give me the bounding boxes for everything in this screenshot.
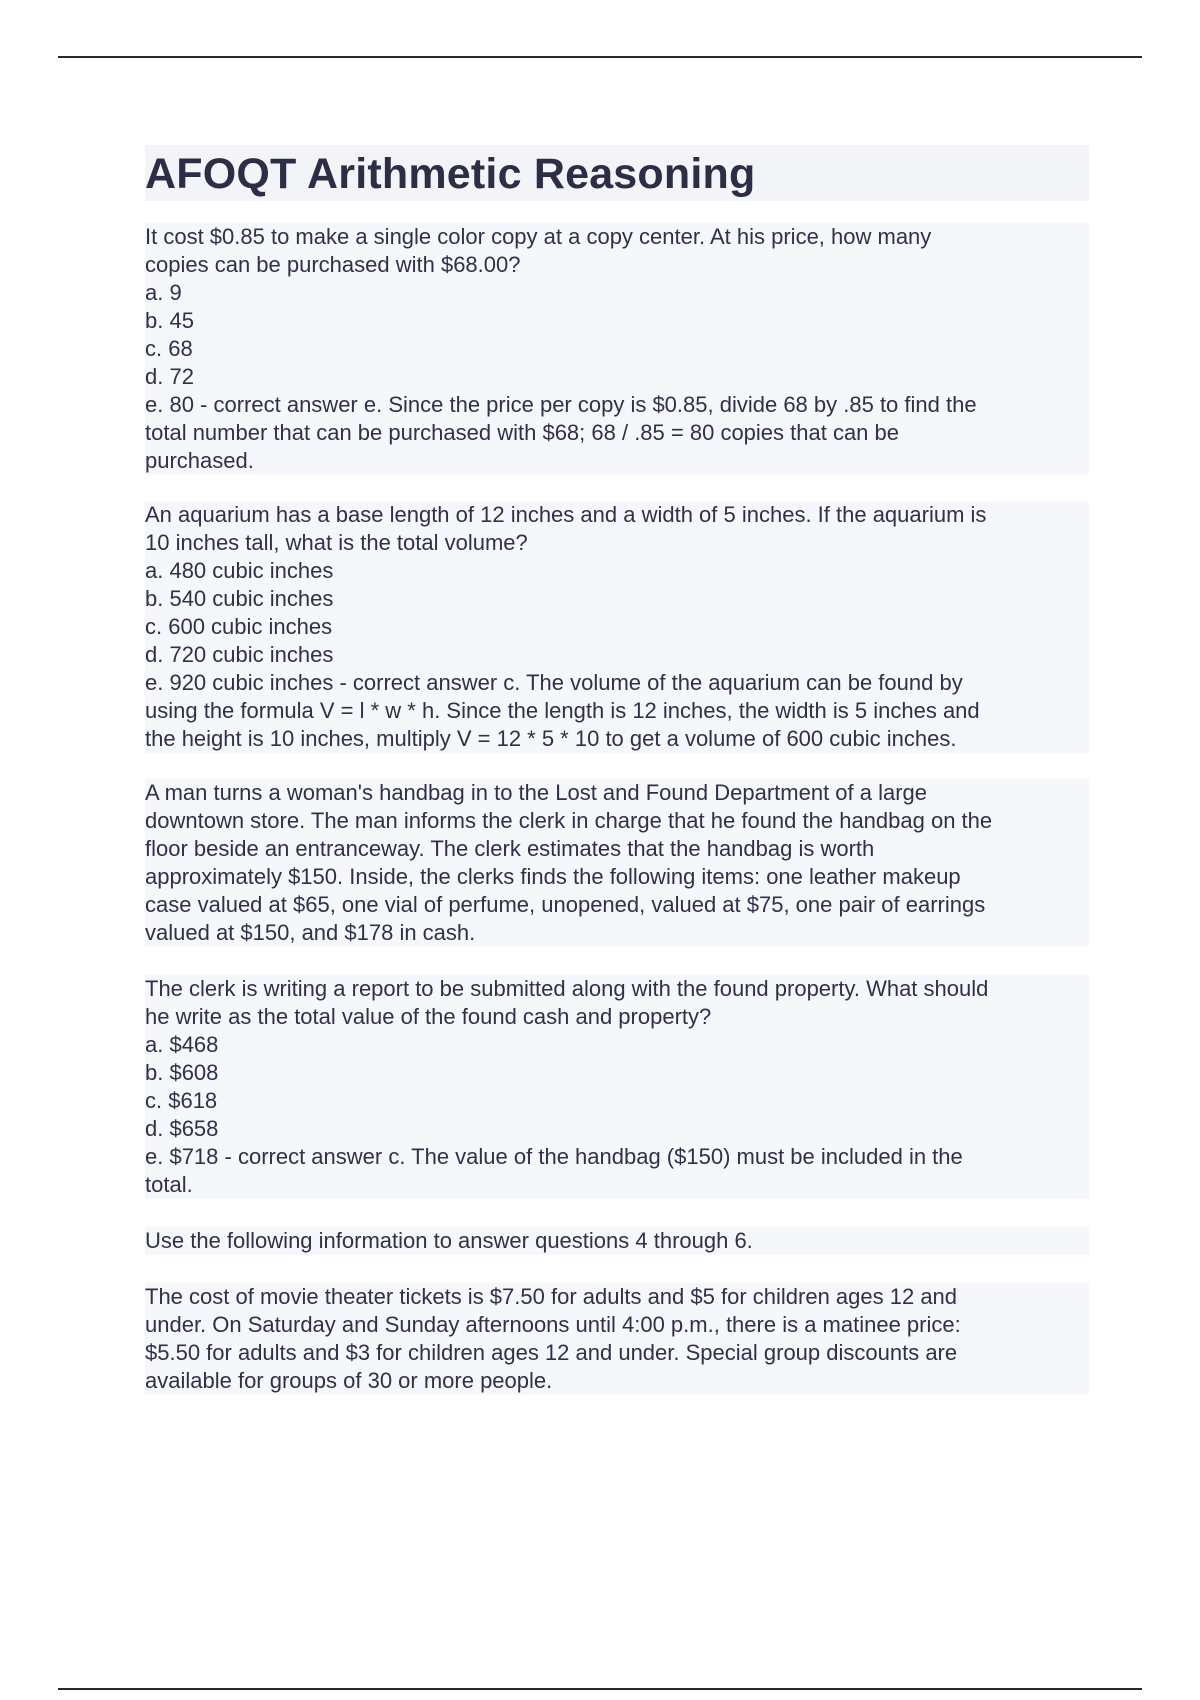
answer-explanation: e. $718 - correct answer c. The value of the handbag ($150) must be included in the	[145, 1143, 1089, 1171]
text-line: An aquarium has a base length of 12 inches and a width of 5 inches. If the aquarium is	[145, 501, 1089, 529]
answer-option: a. 480 cubic inches	[145, 557, 1089, 585]
text-line: available for groups of 30 or more people.	[145, 1367, 1089, 1395]
footer-rule	[58, 1688, 1142, 1690]
text-line: Use the following information to answer questions 4 through 6.	[145, 1227, 1089, 1255]
answer-option: d. 720 cubic inches	[145, 641, 1089, 669]
question-handbag-total	[145, 975, 1089, 1199]
answer-option: d. 72	[145, 363, 1089, 391]
answer-option: b. 540 cubic inches	[145, 585, 1089, 613]
answer-explanation: purchased.	[145, 447, 1089, 475]
passage-movie-tickets	[145, 1283, 1089, 1395]
text-line: 10 inches tall, what is the total volume?	[145, 529, 1089, 557]
answer-option: d. $658	[145, 1115, 1089, 1143]
answer-explanation: using the formula V = l * w * h. Since the length is 12 inches, the width is 5 inches and	[145, 697, 1089, 725]
text-line: It cost $0.85 to make a single color copy at a copy center. At his price, how many	[145, 223, 1089, 251]
text-line: under. On Saturday and Sunday afternoons until 4:00 p.m., there is a matinee price:	[145, 1311, 1089, 1339]
answer-explanation: total number that can be purchased with $68; 68 / .85 = 80 copies that can be	[145, 419, 1089, 447]
question-copy-cost	[145, 223, 1089, 475]
answer-option: c. 68	[145, 335, 1089, 363]
answer-option: c. 600 cubic inches	[145, 613, 1089, 641]
answer-option: c. $618	[145, 1087, 1089, 1115]
instruction-questions-4-6	[145, 1227, 1089, 1255]
answer-option: b. 45	[145, 307, 1089, 335]
text-line: The clerk is writing a report to be submitted along with the found property. What should	[145, 975, 1089, 1003]
text-line: floor beside an entranceway. The clerk estimates that the handbag is worth	[145, 835, 1089, 863]
text-line: downtown store. The man informs the clerk in charge that he found the handbag on the	[145, 807, 1089, 835]
text-line: valued at $150, and $178 in cash.	[145, 919, 1089, 947]
answer-explanation: total.	[145, 1171, 1089, 1199]
answer-option: a. 9	[145, 279, 1089, 307]
answer-explanation: e. 80 - correct answer e. Since the price per copy is $0.85, divide 68 by .85 to find the	[145, 391, 1089, 419]
question-aquarium-volume	[145, 501, 1089, 753]
text-line: $5.50 for adults and $3 for children ages 12 and under. Special group discounts are	[145, 1339, 1089, 1367]
text-line: he write as the total value of the found cash and property?	[145, 1003, 1089, 1031]
document-body	[145, 145, 1089, 1395]
text-line: The cost of movie theater tickets is $7.50 for adults and $5 for children ages 12 and	[145, 1283, 1089, 1311]
text-line: copies can be purchased with $68.00?	[145, 251, 1089, 279]
page-title: AFOQT Arithmetic Reasoning	[145, 145, 1089, 201]
header-rule	[58, 56, 1142, 58]
answer-option: b. $608	[145, 1059, 1089, 1087]
text-line: A man turns a woman's handbag in to the Lost and Found Department of a large	[145, 779, 1089, 807]
text-line: case valued at $65, one vial of perfume, unopened, valued at $75, one pair of earrings	[145, 891, 1089, 919]
text-line: approximately $150. Inside, the clerks finds the following items: one leather makeup	[145, 863, 1089, 891]
answer-explanation: the height is 10 inches, multiply V = 12 * 5 * 10 to get a volume of 600 cubic inches.	[145, 725, 1089, 753]
answer-option: a. $468	[145, 1031, 1089, 1059]
answer-explanation: e. 920 cubic inches - correct answer c. The volume of the aquarium can be found by	[145, 669, 1089, 697]
passage-handbag	[145, 779, 1089, 947]
